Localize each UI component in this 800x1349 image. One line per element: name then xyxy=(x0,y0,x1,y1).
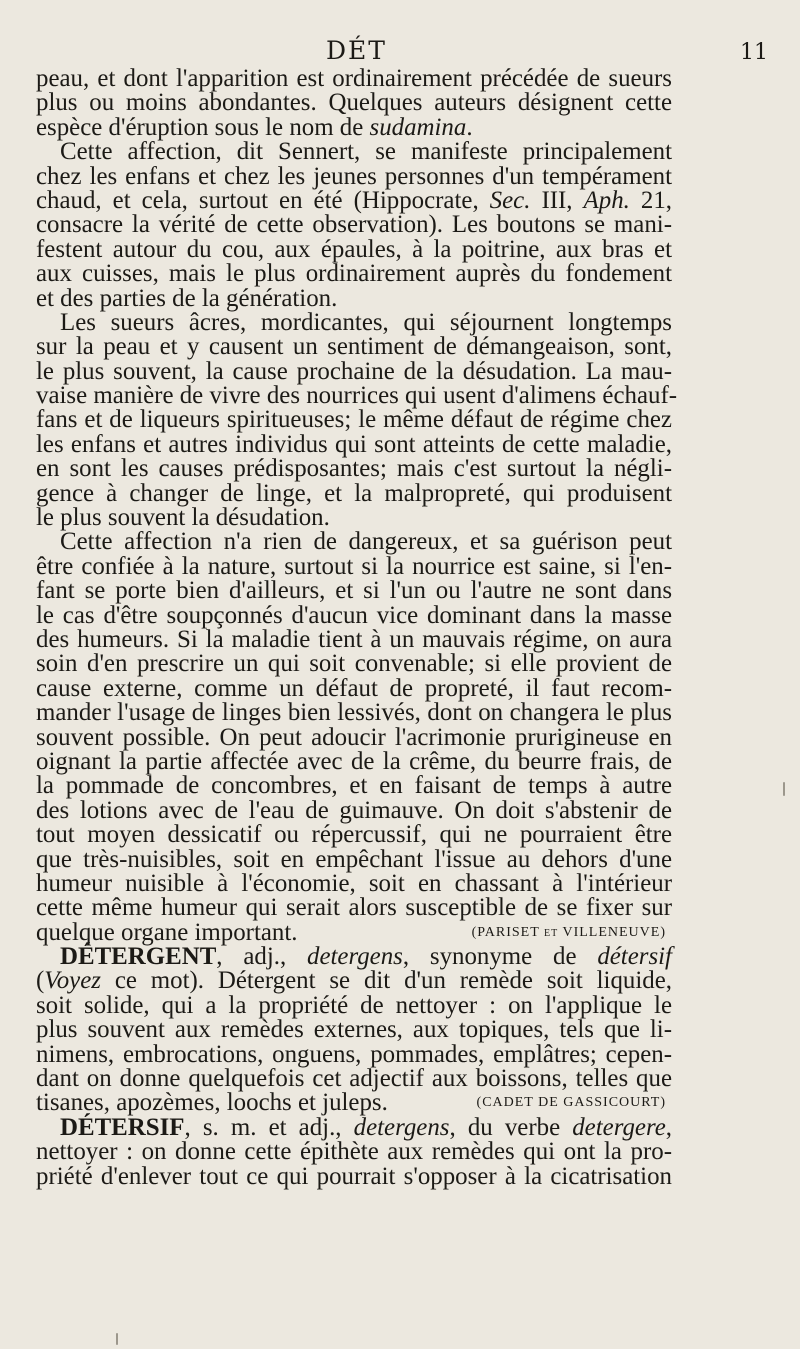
text-line: tisanes, apozèmes, loochs et juleps. (CADET DE GASSICOURT) xyxy=(36,1089,666,1117)
text-line: être confiée à la nature, surtout si la nourrice est saine, si l'en- xyxy=(36,552,672,580)
text-line: soin d'en prescrire un qui soit convenable; si elle provient de xyxy=(36,650,672,678)
paper-mark xyxy=(116,1333,118,1345)
text-line: soit solide, qui a la propriété de nettoyer : on l'applique le xyxy=(36,991,672,1019)
text-line: nettoyer : on donne cette épithète aux remèdes qui ont la pro- xyxy=(36,1138,672,1166)
text-line: cette même humeur qui serait alors susceptible de se fixer sur xyxy=(36,894,672,922)
text-line: humeur nuisible à l'économie, soit en chassant à l'intérieur xyxy=(36,869,672,897)
text-line: nimens, embrocations, onguens, pommades, emplâtres; cepen- xyxy=(36,1040,672,1068)
text-line: aux cuisses, mais le plus ordinairement auprès du fondement xyxy=(36,260,672,288)
text-line: le cas d'être soupçonnés d'aucun vice dominant dans la masse xyxy=(36,601,672,629)
author-signature-pariset: (PARISET et VILLENEUVE) xyxy=(471,924,666,940)
text-line: en sont les causes prédisposantes; mais c'est surtout la négli- xyxy=(36,455,672,483)
running-head: DÉT xyxy=(326,36,387,65)
text-line: plus ou moins abondantes. Quelques auteurs désignent cette xyxy=(36,89,672,117)
text-line: mander l'usage de linges bien lessivés, dont on changera le plus xyxy=(36,699,672,727)
text-line: plus souvent aux remèdes externes, aux topiques, tels que li- xyxy=(36,1016,672,1044)
text-line: (Voyez ce mot). Détergent se dit d'un remède soit liquide, xyxy=(36,967,672,995)
text-line: fant se porte bien d'ailleurs, et si l'un ou l'autre ne sont dans xyxy=(36,577,672,605)
text-line: oignant la partie affectée avec de la crême, du beurre frais, de xyxy=(36,747,672,775)
text-line: consacre la vérité de cette observation). Les boutons se mani- xyxy=(36,211,672,239)
text-line: des humeurs. Si la maladie tient à un mauvais régime, on aura xyxy=(36,625,672,653)
entry-headword-line: DÉTERSIF, s. m. et adj., detergens, du verbe detergere, xyxy=(60,1113,672,1141)
text-line: vaise manière de vivre des nourrices qui usent d'alimens échauf- xyxy=(36,382,678,410)
text-line: espèce d'éruption sous le nom de sudamina. xyxy=(36,113,473,141)
term-sudamina: sudamina xyxy=(369,113,467,141)
text-line: cause externe, comme un défaut de propreté, il faut recom- xyxy=(36,674,672,702)
text-line: que très-nuisibles, soit en empêchant l'issue au dehors d'une xyxy=(36,845,672,873)
text-line: chaud, et cela, surtout en été (Hippocrate, Sec. III, Aph. 21, xyxy=(36,186,672,214)
page-number: 11 xyxy=(740,40,768,65)
text-line: le plus souvent la désudation. xyxy=(36,504,330,532)
text-line: Les sueurs âcres, mordicantes, qui séjournent longtemps xyxy=(60,308,672,336)
paper-mark xyxy=(783,782,785,796)
text-line: sur la peau et y causent un sentiment de démangeaison, sont, xyxy=(36,333,672,361)
text-line: quelque organe important. (PARISET et VILLENEUVE) xyxy=(36,918,666,946)
text-line: chez les enfans et chez les jeunes personnes d'un tempérament xyxy=(36,162,672,190)
headword-detergent: DÉTERGENT xyxy=(60,943,217,971)
text-line: festent autour du cou, aux épaules, à la poitrine, aux bras et xyxy=(36,235,672,263)
text-line: gence à changer de linge, et la malpropreté, qui produisent xyxy=(36,479,672,507)
body-text xyxy=(36,65,678,1190)
entry-headword-line: DÉTERGENT, adj., detergens, synonyme de détersif xyxy=(60,943,672,971)
text-line: Cette affection n'a rien de dangereux, et sa guérison peut xyxy=(60,528,672,556)
text-line: la pommade de concombres, et en faisant de temps à autre xyxy=(36,772,672,800)
page-header xyxy=(0,30,800,70)
text-line: les enfans et autres individus qui sont atteints de cette maladie, xyxy=(36,430,672,458)
text-line: le plus souvent, la cause prochaine de la désudation. La mau- xyxy=(36,357,672,385)
text-line: tout moyen dessicatif ou répercussif, qui ne pourraient être xyxy=(36,821,672,849)
text-line: peau, et dont l'apparition est ordinairement précédée de sueurs xyxy=(36,65,672,92)
text-line: dant on donne quelquefois cet adjectif aux boissons, telles que xyxy=(36,1065,672,1093)
text-line: priété d'enlever tout ce qui pourrait s'opposer à la cicatrisation xyxy=(36,1162,672,1190)
text-line: fans et de liqueurs spiritueuses; le même défaut de régime chez xyxy=(36,406,672,434)
text-line: et des parties de la génération. xyxy=(36,284,338,312)
headword-detersif: DÉTERSIF xyxy=(60,1113,185,1141)
text-line: Cette affection, dit Sennert, se manifeste principalement xyxy=(60,138,672,166)
text-line: des lotions avec de l'eau de guimauve. On doit s'abstenir de xyxy=(36,796,672,824)
author-signature-cadet: (CADET DE GASSICOURT) xyxy=(476,1095,666,1111)
text-line: souvent possible. On peut adoucir l'acrimonie prurigineuse en xyxy=(36,723,672,751)
